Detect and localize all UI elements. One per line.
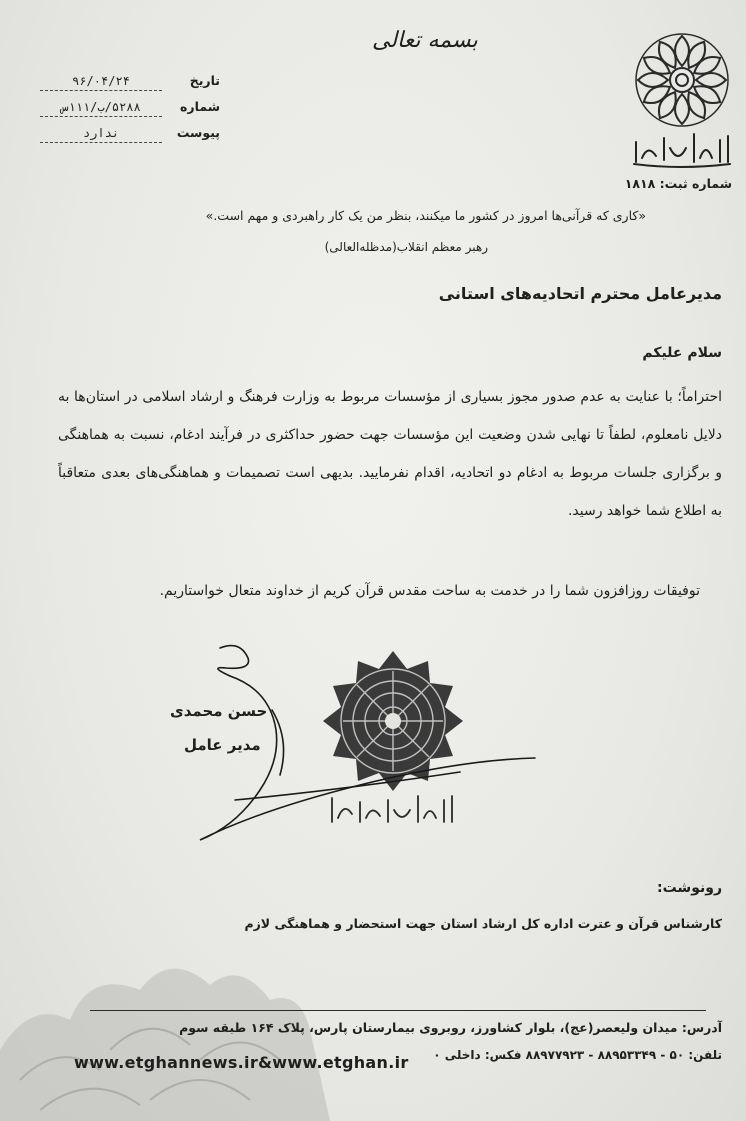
meta-label: پیوست <box>176 125 220 140</box>
letter-closing: توفیقات روزافزون شما را در خدمت به ساحت مقدس قرآن کریم از خداوند متعال خواستاریم. <box>159 583 700 599</box>
meta-label: شماره <box>180 99 220 114</box>
letter-body: احتراماً؛ با عنایت به عدم صدور مجوز بسیاری از مؤسسات مربوط به وزارت فرهنگ و ارشاد اسلامی در استان‌ها به دلایل نامعلوم، لطفاً تا نهایی شدن وضعیت این مؤسسات جهت حضور حداکثری در فرآیند ادغام، نسبت به هماهنگی و برگزاری جلسات مربوط به ادغام دو اتحادیه، اقدام نفرمایید. بدیهی است تصمیمات و هماهنگی‌های بعدی متعاقباً به اطلاع شما خواهد رسید. <box>58 389 722 519</box>
greeting: سلام علیکم <box>642 345 722 361</box>
meta-row-attachment <box>40 118 220 144</box>
footer-websites[interactable]: www.etghannews.ir&www.etghan.ir <box>74 1053 409 1072</box>
signer-title: مدیر عامل <box>184 736 261 754</box>
organization-logo <box>632 30 732 130</box>
footer-address: آدرس: میدان ولیعصر(عج)، بلوار کشاورز، روبروی بیمارستان پارس، پلاک ۱۶۴ طبقه سوم <box>179 1020 722 1035</box>
letter-meta <box>40 66 220 144</box>
cc-label: رونوشت: <box>657 880 722 896</box>
addressee: مدیرعامل محترم اتحادیه‌های استانی <box>438 284 722 303</box>
footer-divider <box>90 1010 706 1011</box>
signer-name: حسن محمدی <box>170 702 268 720</box>
cc-recipient: کارشناس قرآن و عترت اداره کل ارشاد استان جهت استحضار و هماهنگی لازم <box>244 916 722 931</box>
organization-calligraphy <box>630 128 734 172</box>
quote-source: رهبر معظم انقلاب(مدظله‌العالی) <box>324 240 488 254</box>
meta-row-date <box>40 66 220 92</box>
meta-value: ندارد <box>40 124 162 143</box>
footer-phones: تلفن: ۵۰ - ۸۸۹۵۳۳۴۹ - ۸۸۹۷۷۹۲۳ فکس: داخلی ۰ <box>433 1048 722 1062</box>
leader-quote: «کاری که قرآنی‌ها امروز در کشور ما میکنند، بنظر من یک کار راهبردی و مهم است.» <box>205 208 646 223</box>
meta-value: ۵۲۸۸/ب/۱۱۱س <box>40 98 162 117</box>
meta-row-number <box>40 92 220 118</box>
registration-number: شماره ثبت: ۱۸۱۸ <box>624 176 732 191</box>
invocation: بسمه تعالی <box>372 28 478 53</box>
meta-value: ۹۶/۰۴/۲۴ <box>40 72 162 91</box>
meta-label: تاریخ <box>189 73 220 88</box>
